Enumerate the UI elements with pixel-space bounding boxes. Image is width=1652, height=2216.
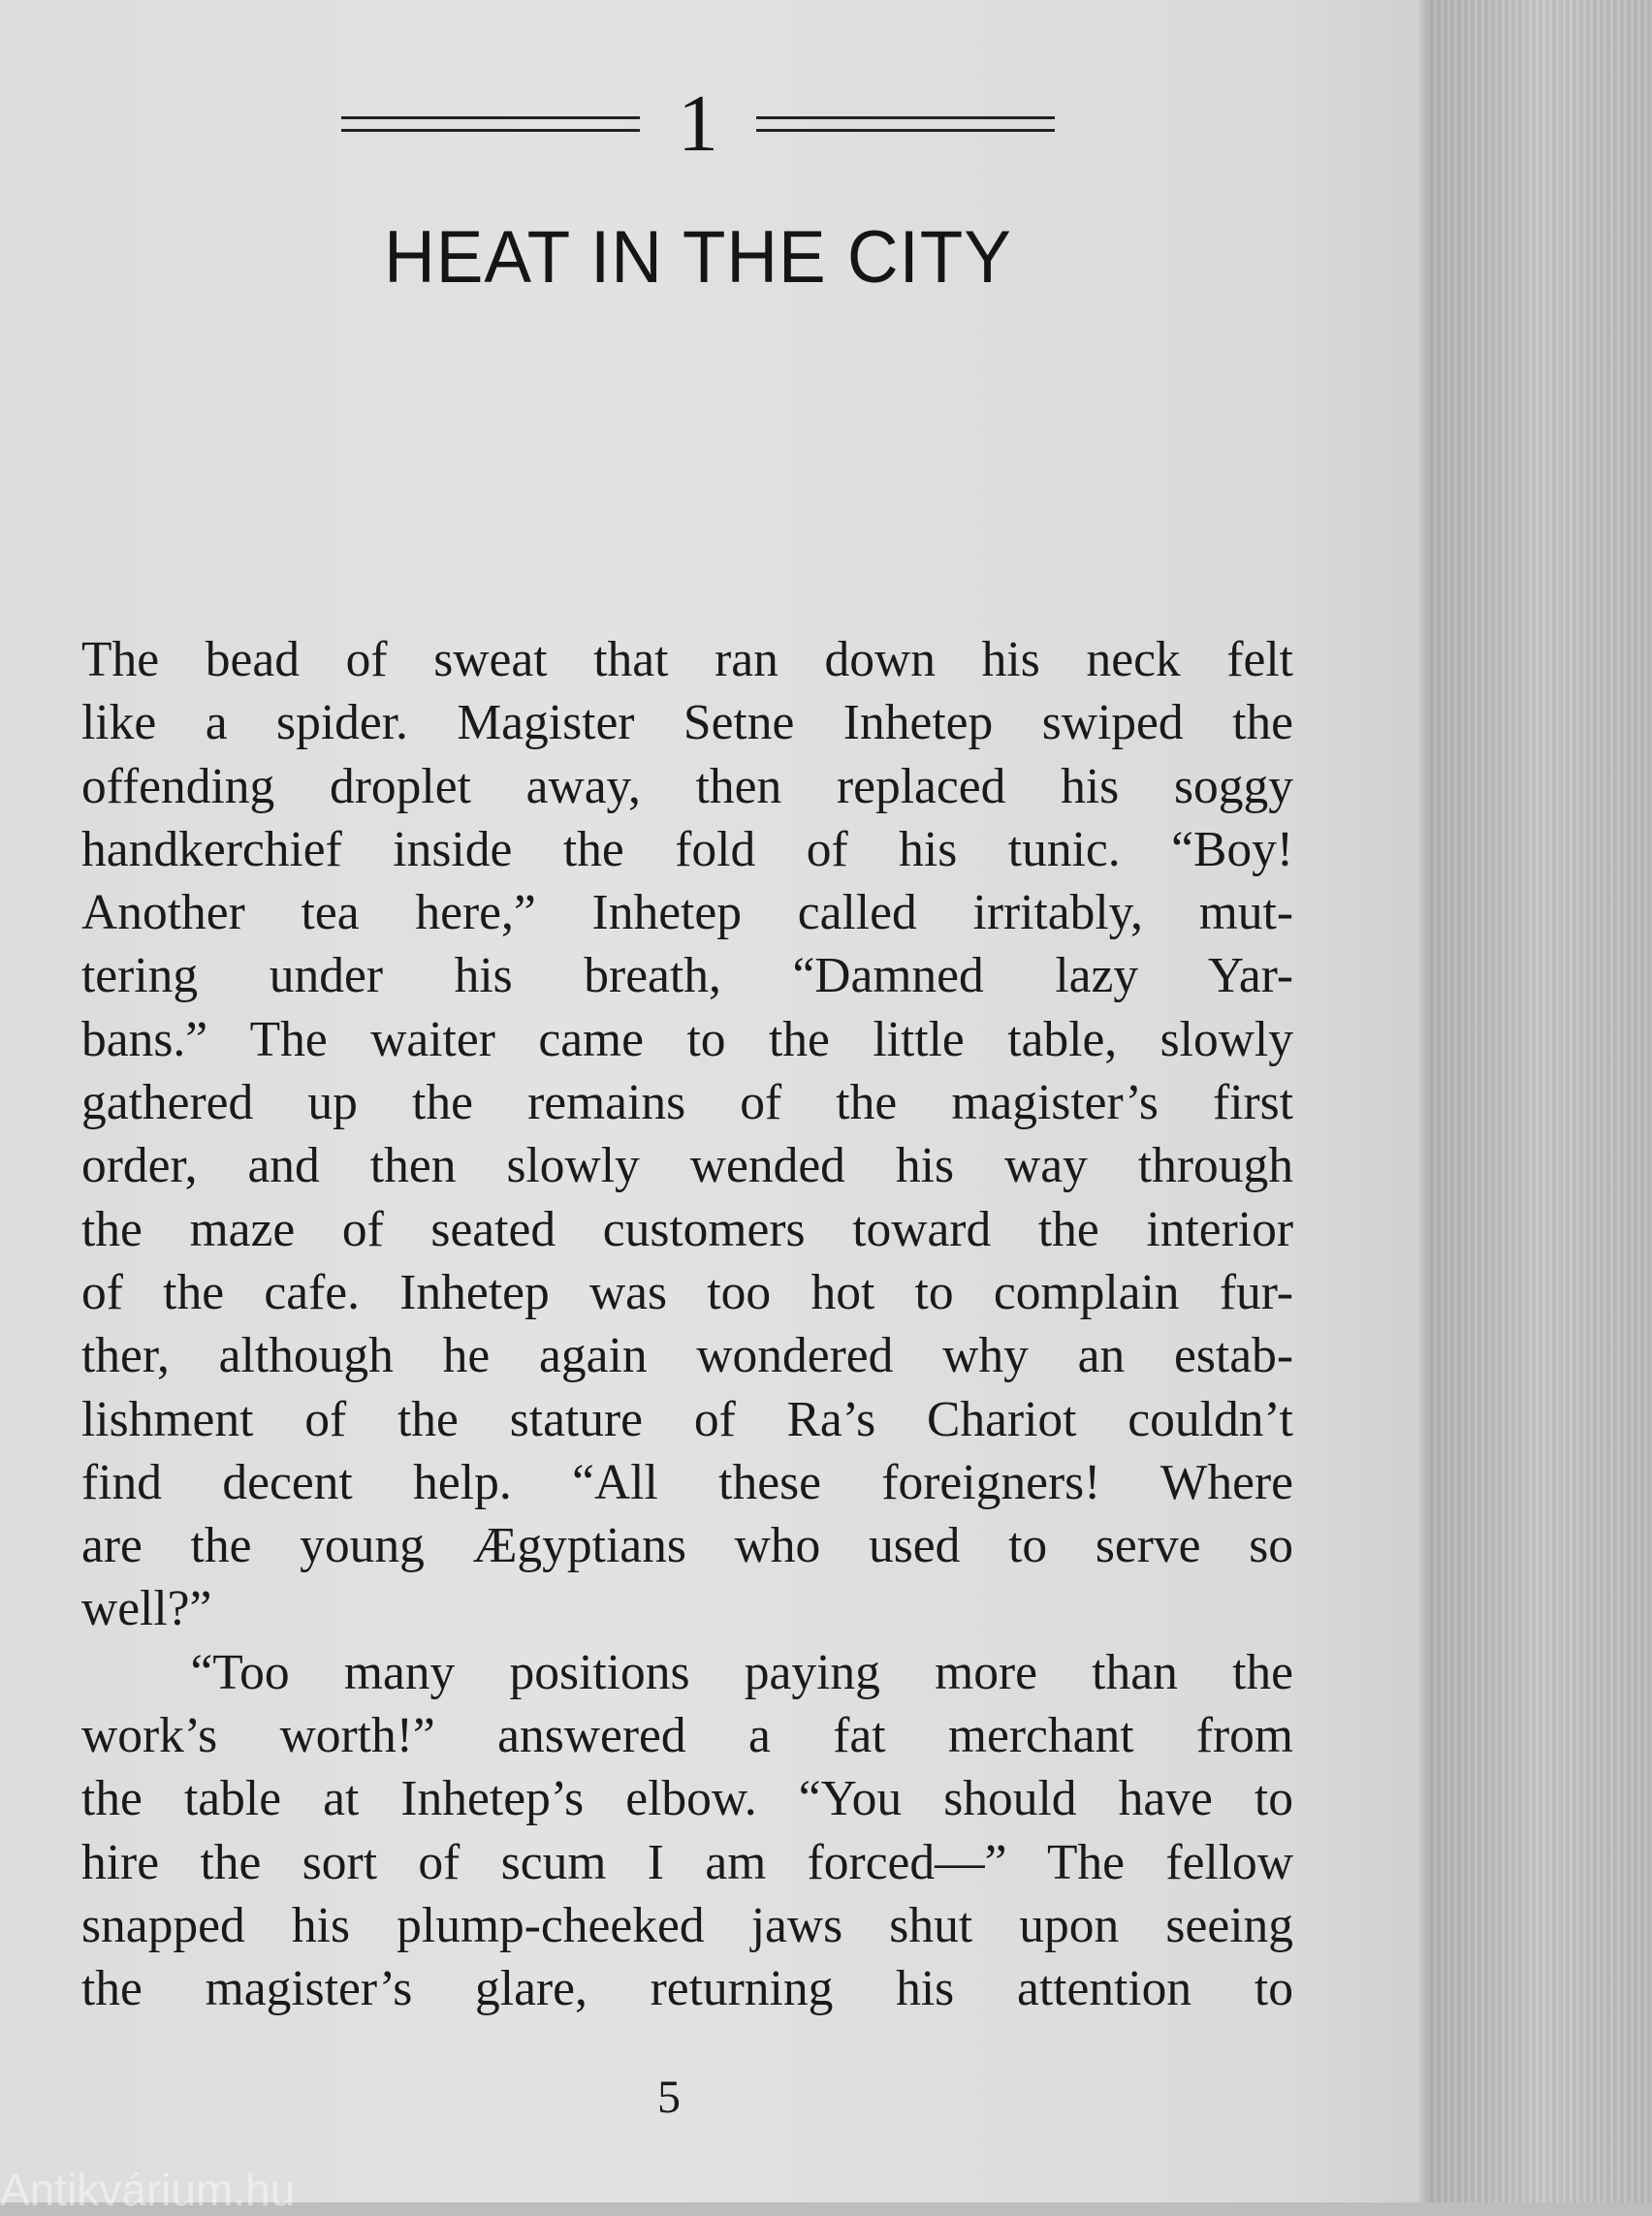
text-line: are the young Ægyptians who used to serve so	[81, 1518, 1293, 1574]
text-line: offending droplet away, then replaced his soggy	[81, 758, 1293, 814]
page-number: 5	[657, 2072, 681, 2123]
chapter-number: 1	[678, 79, 718, 169]
text-line: like a spider. Magister Setne Inhetep swiped the	[81, 695, 1293, 751]
left-rule	[341, 116, 640, 132]
text-line: The bead of sweat that ran down his neck felt	[81, 632, 1293, 687]
text-line: gathered up the remains of the magister’s first	[81, 1075, 1293, 1131]
chapter-title: HEAT IN THE CITY	[384, 216, 1012, 299]
text-line: of the cafe. Inhetep was too hot to complain fur-	[81, 1264, 1293, 1320]
text-line: the table at Inhetep’s elbow. “You should have to	[81, 1771, 1293, 1827]
chapter-heading	[310, 79, 1086, 169]
text-line: the maze of seated customers toward the interior	[81, 1201, 1293, 1257]
text-line: lishment of the stature of Ra’s Chariot couldn’t	[81, 1391, 1293, 1447]
body-text	[81, 628, 1293, 2021]
background-surface	[1427, 0, 1652, 2202]
watermark: Antikvárium.hu	[0, 2165, 296, 2215]
text-line: find decent help. “All these foreigners! Where	[81, 1454, 1293, 1510]
right-rule	[756, 116, 1055, 132]
text-line: Another tea here,” Inhetep called irritably, mut-	[81, 885, 1293, 941]
text-line: the magister’s glare, returning his attention to	[81, 1961, 1293, 2017]
text-line: bans.” The waiter came to the little table, slowly	[81, 1011, 1293, 1067]
text-line: tering under his breath, “Damned lazy Yar-	[81, 948, 1293, 1004]
text-line: well?”	[81, 1581, 212, 1637]
text-line: order, and then slowly wended his way through	[81, 1138, 1293, 1194]
text-line: handkerchief inside the fold of his tunic. “Boy!	[81, 821, 1293, 877]
text-line: work’s worth!” answered a fat merchant from	[81, 1708, 1293, 1764]
text-line: snapped his plump-cheeked jaws shut upon seeing	[81, 1897, 1293, 1953]
text-line: hire the sort of scum I am forced—” The fellow	[81, 1834, 1293, 1890]
text-line: ther, although he again wondered why an estab-	[81, 1328, 1293, 1384]
text-line: “Too many positions paying more than the	[81, 1644, 1293, 1700]
